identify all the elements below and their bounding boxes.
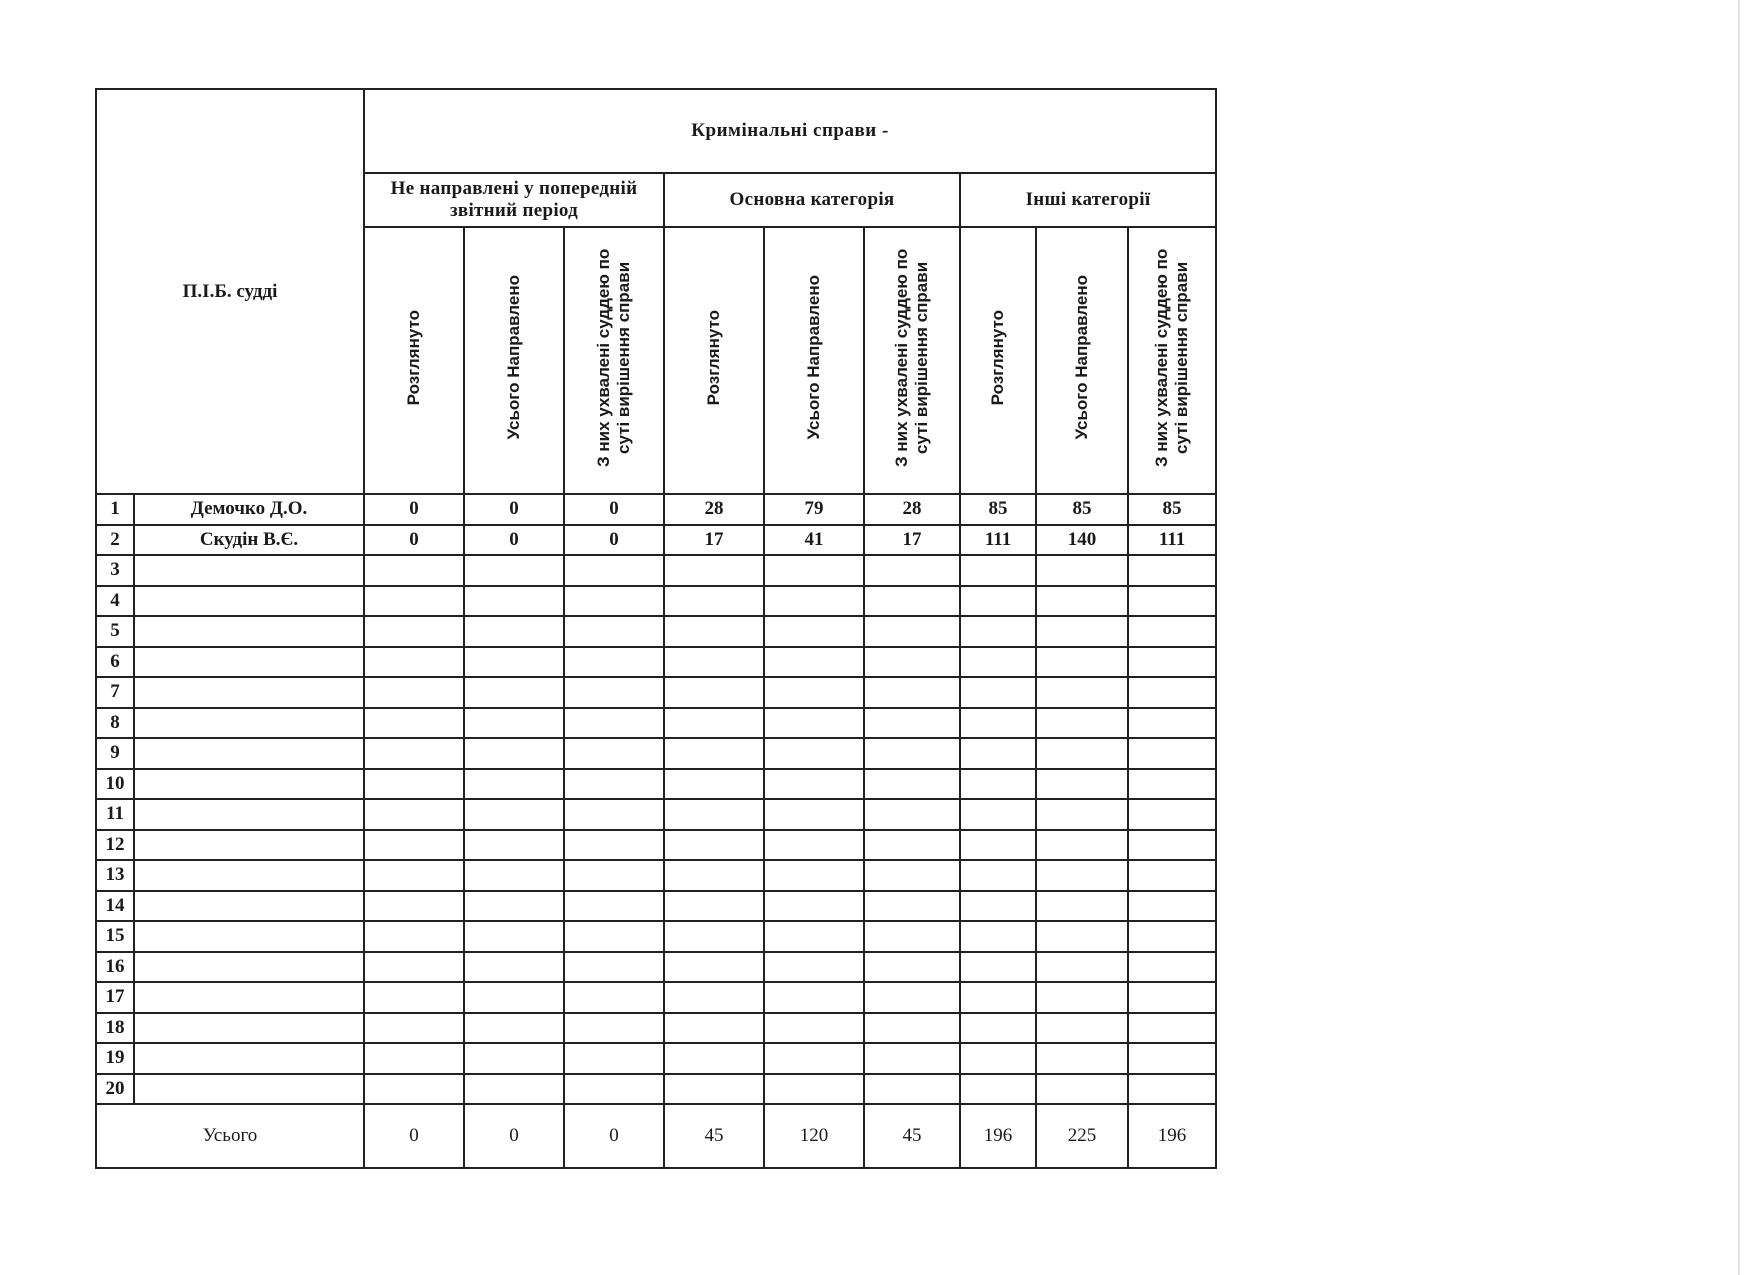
value-cell <box>764 1043 864 1074</box>
value-cell <box>664 799 764 830</box>
total-cell: 0 <box>464 1104 564 1168</box>
value-cell: 79 <box>764 494 864 525</box>
value-cell: 28 <box>864 494 960 525</box>
value-cell <box>960 708 1036 739</box>
value-cell <box>464 921 564 952</box>
column-header <box>664 227 764 494</box>
value-cell <box>1128 891 1216 922</box>
judge-name-cell <box>134 677 364 708</box>
value-cell <box>464 769 564 800</box>
value-cell <box>764 677 864 708</box>
value-cell <box>364 891 464 922</box>
value-cell <box>764 860 864 891</box>
value-cell <box>960 738 1036 769</box>
value-cell <box>664 1074 764 1105</box>
row-number: 19 <box>96 1043 134 1074</box>
value-cell <box>464 647 564 678</box>
value-cell <box>364 647 464 678</box>
value-cell <box>960 982 1036 1013</box>
value-cell: 28 <box>664 494 764 525</box>
value-cell <box>364 952 464 983</box>
value-cell: 0 <box>364 494 464 525</box>
value-cell <box>1128 1074 1216 1105</box>
column-label: З них ухвалені суддею по суті вирішення справи <box>892 248 932 467</box>
value-cell <box>1128 952 1216 983</box>
value-cell <box>960 891 1036 922</box>
value-cell <box>1036 860 1128 891</box>
group-main-category: Основна категорія <box>664 173 960 227</box>
value-cell <box>564 860 664 891</box>
value-cell <box>364 1043 464 1074</box>
value-cell <box>764 586 864 617</box>
value-cell <box>960 769 1036 800</box>
value-cell <box>464 555 564 586</box>
row-number: 3 <box>96 555 134 586</box>
table-row <box>96 494 1216 525</box>
value-cell <box>464 1043 564 1074</box>
value-cell <box>564 616 664 647</box>
value-cell <box>464 891 564 922</box>
column-label: Розглянуто <box>404 309 424 406</box>
value-cell: 85 <box>1128 494 1216 525</box>
value-cell: 0 <box>364 525 464 556</box>
value-cell <box>364 860 464 891</box>
judge-name-cell <box>134 982 364 1013</box>
judge-name-cell <box>134 921 364 952</box>
value-cell <box>464 982 564 1013</box>
value-cell <box>864 982 960 1013</box>
total-cell: 0 <box>364 1104 464 1168</box>
column-label: З них ухвалені суддею по суті вирішення справи <box>1152 248 1192 467</box>
value-cell <box>564 1043 664 1074</box>
judge-name-cell: Скудін В.Є. <box>134 525 364 556</box>
judge-name-cell <box>134 708 364 739</box>
value-cell <box>664 647 764 678</box>
row-number: 14 <box>96 891 134 922</box>
value-cell <box>1036 982 1128 1013</box>
row-number: 5 <box>96 616 134 647</box>
row-number: 9 <box>96 738 134 769</box>
value-cell <box>664 860 764 891</box>
value-cell <box>1128 677 1216 708</box>
total-label: Усього <box>96 1104 364 1168</box>
judge-name-cell <box>134 647 364 678</box>
judge-name-cell <box>134 799 364 830</box>
row-number: 20 <box>96 1074 134 1105</box>
value-cell <box>1128 799 1216 830</box>
value-cell <box>960 830 1036 861</box>
value-cell <box>564 891 664 922</box>
value-cell <box>364 921 464 952</box>
judge-name-cell <box>134 830 364 861</box>
value-cell <box>960 555 1036 586</box>
value-cell <box>1128 769 1216 800</box>
value-cell: 41 <box>764 525 864 556</box>
judge-name-cell <box>134 860 364 891</box>
value-cell <box>764 921 864 952</box>
value-cell <box>664 982 764 1013</box>
table-row <box>96 952 1216 983</box>
value-cell <box>364 555 464 586</box>
value-cell <box>960 1043 1036 1074</box>
column-header <box>1128 227 1216 494</box>
value-cell <box>764 982 864 1013</box>
value-cell <box>764 799 864 830</box>
value-cell <box>664 708 764 739</box>
value-cell <box>1128 738 1216 769</box>
value-cell <box>1036 586 1128 617</box>
row-number: 1 <box>96 494 134 525</box>
value-cell <box>764 647 864 678</box>
value-cell <box>364 799 464 830</box>
row-number: 7 <box>96 677 134 708</box>
value-cell <box>564 647 664 678</box>
judge-name-cell: Демочко Д.О. <box>134 494 364 525</box>
value-cell <box>664 952 764 983</box>
value-cell <box>764 738 864 769</box>
total-cell: 45 <box>864 1104 960 1168</box>
row-number: 2 <box>96 525 134 556</box>
row-number: 6 <box>96 647 134 678</box>
table-row <box>96 1043 1216 1074</box>
judge-name-cell <box>134 616 364 647</box>
judge-name-cell <box>134 1043 364 1074</box>
value-cell <box>960 616 1036 647</box>
table-row <box>96 708 1216 739</box>
row-number: 11 <box>96 799 134 830</box>
value-cell <box>1036 677 1128 708</box>
value-cell <box>664 769 764 800</box>
column-header <box>864 227 960 494</box>
value-cell <box>364 708 464 739</box>
value-cell <box>364 982 464 1013</box>
value-cell <box>464 952 564 983</box>
column-label: Усього Направлено <box>504 275 524 440</box>
value-cell <box>864 555 960 586</box>
value-cell <box>960 921 1036 952</box>
judge-name-cell <box>134 738 364 769</box>
value-cell <box>1128 616 1216 647</box>
value-cell <box>464 586 564 617</box>
value-cell <box>764 891 864 922</box>
judge-name-cell <box>134 1013 364 1044</box>
column-header <box>1036 227 1128 494</box>
value-cell <box>864 677 960 708</box>
value-cell <box>864 921 960 952</box>
judge-name-cell <box>134 586 364 617</box>
header-row-title <box>96 89 1216 173</box>
value-cell <box>464 799 564 830</box>
value-cell <box>664 1043 764 1074</box>
value-cell <box>464 738 564 769</box>
column-label: Розглянуто <box>988 309 1008 406</box>
value-cell <box>864 708 960 739</box>
value-cell <box>664 1013 764 1044</box>
row-number: 16 <box>96 952 134 983</box>
value-cell <box>1036 647 1128 678</box>
value-cell <box>564 952 664 983</box>
value-cell <box>664 586 764 617</box>
value-cell <box>764 830 864 861</box>
value-cell <box>464 1013 564 1044</box>
value-cell <box>1036 1074 1128 1105</box>
table-row <box>96 1074 1216 1105</box>
value-cell <box>1128 860 1216 891</box>
value-cell <box>1036 555 1128 586</box>
value-cell <box>664 830 764 861</box>
group-not-sent-previous: Не направлені у попередній звітний період <box>364 173 664 227</box>
value-cell <box>564 1074 664 1105</box>
value-cell <box>1036 830 1128 861</box>
value-cell <box>1128 647 1216 678</box>
table-row <box>96 921 1216 952</box>
column-header <box>564 227 664 494</box>
column-header <box>364 227 464 494</box>
page-edge-line <box>1738 0 1740 1275</box>
value-cell <box>1128 1013 1216 1044</box>
judge-name-cell <box>134 555 364 586</box>
value-cell <box>764 616 864 647</box>
table-row <box>96 982 1216 1013</box>
table-row <box>96 738 1216 769</box>
judge-name-cell <box>134 769 364 800</box>
value-cell <box>864 1043 960 1074</box>
value-cell: 0 <box>464 494 564 525</box>
value-cell: 111 <box>1128 525 1216 556</box>
table-row <box>96 677 1216 708</box>
column-label: Усього Направлено <box>804 275 824 440</box>
value-cell <box>564 769 664 800</box>
value-cell <box>564 738 664 769</box>
total-cell: 45 <box>664 1104 764 1168</box>
value-cell <box>464 616 564 647</box>
value-cell <box>960 952 1036 983</box>
value-cell: 140 <box>1036 525 1128 556</box>
value-cell <box>1036 1043 1128 1074</box>
value-cell: 111 <box>960 525 1036 556</box>
value-cell <box>464 830 564 861</box>
table-title: Кримінальні справи - <box>364 89 1216 173</box>
column-label: Усього Направлено <box>1072 275 1092 440</box>
value-cell <box>564 982 664 1013</box>
judge-name-header: П.І.Б. судді <box>96 89 364 494</box>
criminal-cases-report-table <box>95 88 1217 1169</box>
column-header <box>960 227 1036 494</box>
value-cell <box>1128 555 1216 586</box>
total-cell: 196 <box>1128 1104 1216 1168</box>
value-cell: 0 <box>564 494 664 525</box>
value-cell <box>864 952 960 983</box>
value-cell <box>464 1074 564 1105</box>
value-cell <box>864 860 960 891</box>
value-cell <box>664 891 764 922</box>
value-cell <box>564 677 664 708</box>
value-cell <box>960 799 1036 830</box>
row-number: 8 <box>96 708 134 739</box>
value-cell: 0 <box>464 525 564 556</box>
judge-name-cell <box>134 891 364 922</box>
value-cell <box>664 677 764 708</box>
row-number: 13 <box>96 860 134 891</box>
column-header <box>764 227 864 494</box>
value-cell: 85 <box>1036 494 1128 525</box>
total-cell: 225 <box>1036 1104 1128 1168</box>
table-row <box>96 891 1216 922</box>
table-row <box>96 830 1216 861</box>
total-cell: 0 <box>564 1104 664 1168</box>
value-cell <box>364 677 464 708</box>
value-cell <box>664 738 764 769</box>
value-cell <box>1128 1043 1216 1074</box>
value-cell <box>960 647 1036 678</box>
row-number: 18 <box>96 1013 134 1044</box>
total-row <box>96 1104 1216 1168</box>
value-cell <box>864 1013 960 1044</box>
value-cell <box>864 586 960 617</box>
value-cell <box>364 830 464 861</box>
value-cell <box>960 586 1036 617</box>
value-cell <box>564 799 664 830</box>
value-cell <box>1128 708 1216 739</box>
row-number: 12 <box>96 830 134 861</box>
value-cell <box>764 1074 864 1105</box>
table-row <box>96 616 1216 647</box>
value-cell <box>1128 830 1216 861</box>
table-row <box>96 1013 1216 1044</box>
value-cell <box>664 616 764 647</box>
row-number: 15 <box>96 921 134 952</box>
value-cell <box>864 1074 960 1105</box>
value-cell <box>364 616 464 647</box>
value-cell <box>664 921 764 952</box>
column-label: З них ухвалені суддею по суті вирішення справи <box>594 248 634 467</box>
value-cell <box>864 647 960 678</box>
value-cell <box>1036 1013 1128 1044</box>
table-row <box>96 586 1216 617</box>
value-cell <box>1036 769 1128 800</box>
value-cell: 85 <box>960 494 1036 525</box>
value-cell <box>564 1013 664 1044</box>
value-cell <box>764 952 864 983</box>
group-other-categories: Інші категорії <box>960 173 1216 227</box>
table-row <box>96 555 1216 586</box>
value-cell <box>364 1074 464 1105</box>
value-cell <box>1128 921 1216 952</box>
value-cell <box>464 708 564 739</box>
row-number: 4 <box>96 586 134 617</box>
value-cell <box>564 586 664 617</box>
value-cell <box>960 1013 1036 1044</box>
value-cell <box>864 830 960 861</box>
value-cell <box>564 830 664 861</box>
row-number: 17 <box>96 982 134 1013</box>
value-cell <box>960 1074 1036 1105</box>
value-cell <box>564 921 664 952</box>
value-cell <box>764 708 864 739</box>
value-cell <box>864 799 960 830</box>
value-cell <box>564 708 664 739</box>
value-cell <box>1036 921 1128 952</box>
column-label: Розглянуто <box>704 309 724 406</box>
value-cell: 17 <box>864 525 960 556</box>
value-cell <box>464 677 564 708</box>
judge-name-cell <box>134 952 364 983</box>
judge-name-cell <box>134 1074 364 1105</box>
value-cell: 17 <box>664 525 764 556</box>
value-cell <box>364 769 464 800</box>
value-cell <box>1036 738 1128 769</box>
value-cell <box>1036 891 1128 922</box>
value-cell <box>764 769 864 800</box>
value-cell <box>1036 616 1128 647</box>
table-row <box>96 799 1216 830</box>
value-cell <box>464 860 564 891</box>
value-cell <box>364 1013 464 1044</box>
table-row <box>96 525 1216 556</box>
value-cell <box>364 738 464 769</box>
value-cell <box>564 555 664 586</box>
value-cell <box>1036 799 1128 830</box>
value-cell <box>864 738 960 769</box>
value-cell <box>864 891 960 922</box>
value-cell <box>1128 586 1216 617</box>
value-cell <box>1036 708 1128 739</box>
value-cell: 0 <box>564 525 664 556</box>
value-cell <box>960 860 1036 891</box>
row-number: 10 <box>96 769 134 800</box>
total-cell: 120 <box>764 1104 864 1168</box>
value-cell <box>364 586 464 617</box>
value-cell <box>1036 952 1128 983</box>
table-row <box>96 860 1216 891</box>
value-cell <box>864 616 960 647</box>
value-cell <box>864 769 960 800</box>
value-cell <box>664 555 764 586</box>
value-cell <box>1128 982 1216 1013</box>
value-cell <box>764 555 864 586</box>
table-row <box>96 769 1216 800</box>
column-header <box>464 227 564 494</box>
table-row <box>96 647 1216 678</box>
total-cell: 196 <box>960 1104 1036 1168</box>
value-cell <box>960 677 1036 708</box>
value-cell <box>764 1013 864 1044</box>
